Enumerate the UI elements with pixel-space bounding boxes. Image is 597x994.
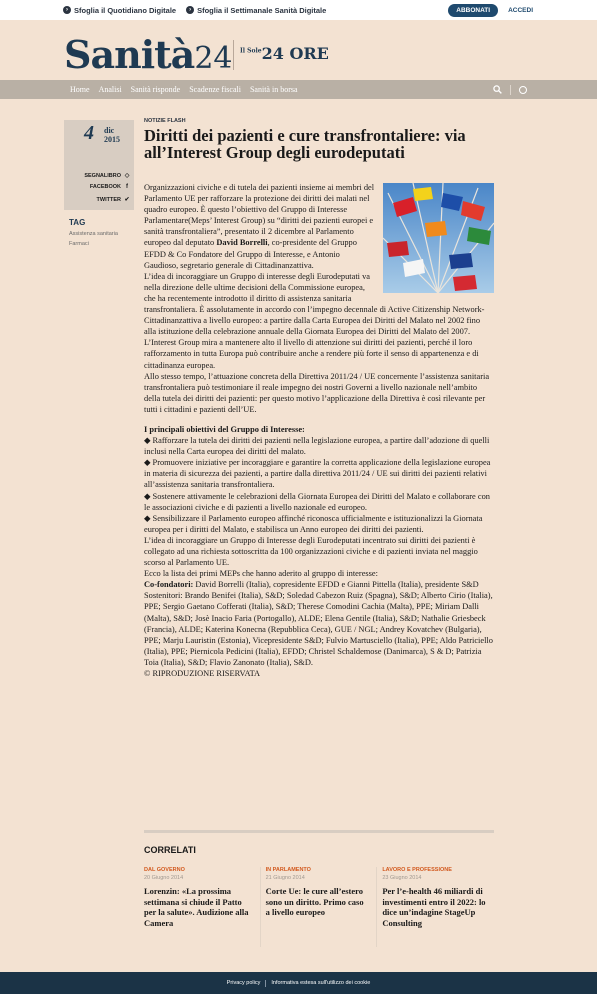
quotidiano-label: Sfoglia il Quotidiano Digitale bbox=[74, 5, 177, 15]
nav-item-scadenze-fiscali[interactable]: Scadenze fiscali bbox=[189, 85, 241, 94]
date-day: 4 bbox=[84, 122, 94, 144]
related-article[interactable] bbox=[144, 867, 261, 947]
copyright-notice: © RIPRODUZIONE RISERVATA bbox=[144, 669, 261, 679]
objectives-heading: I principali obiettivi del Gruppo di Interesse: bbox=[144, 424, 305, 434]
cookie-link[interactable]: Informativa estesa sull'utilizzo dei cookie bbox=[271, 980, 371, 986]
related-article[interactable] bbox=[377, 867, 494, 947]
site-logo[interactable]: Sanità24 bbox=[64, 32, 233, 77]
paragraph-4: Allo stesso tempo, l’attuazione concreta della Direttiva 2011/24 / UE concernente l’assistenza sanitaria transfrontaliera può testimoniare il reale impegno dei nostri Governi a livello nazionale nell’ambito della tutela dei diritti dei pazienti: per questo motivo l’applicazione della Direttiva è così rilevante per tutti i cittadini e pazienti dell’UE. bbox=[144, 371, 490, 414]
main-nav bbox=[0, 80, 597, 99]
bookmark-icon: ◇ bbox=[124, 173, 130, 179]
paragraph-6: Ecco la lista dei primi MEPs che hanno aderito al gruppo di interesse: bbox=[144, 569, 378, 579]
objective-item: ◆ Rafforzare la tutela dei diritti dei pazienti nella legislazione europea, a partire dall’adozione di quelli inclusi nella Carta europea dei diritti del malato. bbox=[144, 436, 490, 457]
arrow-right-icon: › bbox=[63, 6, 71, 14]
nav-divider bbox=[510, 85, 511, 95]
article-title: Diritti dei pazienti e cure transfrontaliere: via all’Interest Group degli eurodeputati bbox=[144, 126, 466, 162]
article-header bbox=[144, 118, 494, 161]
arrow-right-icon: › bbox=[186, 6, 194, 14]
settings-icon[interactable] bbox=[519, 86, 527, 94]
abbonati-button[interactable]: ABBONATI bbox=[448, 4, 498, 17]
date-month-year: dic 2015 bbox=[104, 126, 120, 144]
article-sidebar bbox=[64, 120, 134, 247]
related-date: 20 Giugno 2014 bbox=[144, 875, 184, 881]
twitter-icon: ✔ bbox=[124, 197, 130, 203]
nav-item-sanita-in-borsa[interactable]: Sanità in borsa bbox=[249, 85, 298, 94]
related-divider bbox=[144, 830, 494, 833]
related-headline[interactable]: Corte Ue: le cure all’estero sono un diritto. Primo caso a livello europeo bbox=[265, 886, 364, 917]
objective-item: ◆ Sensibilizzare il Parlamento europeo affinché riconosca ufficialmente e istituzionalizzi la Giornata europea per i diritti del Malato, e stabilisca un Anno europeo dei diritti dei pazienti. bbox=[144, 513, 483, 534]
quotidiano-link[interactable] bbox=[63, 6, 176, 15]
related-category[interactable]: LAVORO E PROFESSIONE bbox=[382, 867, 452, 873]
settimanale-label: Sfoglia il Settimanale Sanità Digitale bbox=[197, 5, 327, 15]
objective-item: ◆ Sostenere attivamente le celebrazioni della Giornata Europea dei Diritti del Malato e collaborare con le associazioni civiche e di pazienti a livello nazionale ed europeo. bbox=[144, 491, 490, 512]
facebook-share-button[interactable]: FACEBOOK f bbox=[89, 184, 128, 190]
logo-divider bbox=[233, 40, 234, 70]
cofounders: Co-fondatori: David Borrelli (Italia), copresidente EFDD e Gianni Pittella (Italia), presidente S&D bbox=[144, 580, 479, 590]
masthead bbox=[0, 20, 597, 80]
article-kicker[interactable]: NOTIZIE FLASH bbox=[144, 118, 186, 124]
paragraph-3: L’Interest Group mira a mantenere alto il livello di attenzione sui diritti dei pazienti, perché il loro rafforzamento in tutta Europa può contribuire anche a rendere più forte il senso di appartenenza e di cittadinanza europea. bbox=[144, 338, 479, 370]
paragraph-intro: Organizzazioni civiche e di tutela dei pazienti insieme ai membri del Parlamento UE per rafforzare la protezione dei diritti dei malati nel quadro europeo. È questo l’obiettivo del Gruppo di Interesse Parlamentare(Meps’ Interest Group) su “diritti dei pazienti europei e sanità transfrontaliera”, presentato il 2 dicembre al Parlamento europeo dal deputato David Borrelli, co-presidente del Gruppo EFDD & Co Fondatore del Gruppo di Interesse, e Antonio Gaudioso, segretario generale di Cittadinanzattiva. bbox=[144, 183, 375, 270]
related-category[interactable]: DAL GOVERNO bbox=[144, 867, 185, 873]
related-date: 23 Giugno 2014 bbox=[382, 875, 422, 881]
related-heading: CORRELATI bbox=[144, 845, 196, 855]
related-category[interactable]: IN PARLAMENTO bbox=[265, 867, 311, 873]
article-body bbox=[144, 182, 494, 679]
related-section bbox=[144, 830, 494, 947]
top-bar bbox=[0, 0, 597, 20]
footer bbox=[0, 972, 597, 994]
tag-heading: TAG bbox=[69, 218, 86, 227]
related-headline[interactable]: Per l’e-health 46 miliardi di investimenti entro il 2022: lo dice un’indagine StageUp Consulting bbox=[382, 886, 486, 928]
eu-flags-photo bbox=[383, 183, 494, 293]
supporters: Sostenitori: Brando Benifei (Italia), S&D; Soledad Cabezon Ruiz (Spagna), S&D; Alberto Cirio (Italia), PPE; Sergio Gaetano Cofferati (Italia), S&D; Therese Comodini Cachia (Malta), PPE; Miriam Dalli (Malta), S&D; Josè Inacio Faria (Portogallo), ALDE; Elena Gentile (Italia), S&D; Nathalie Griesbeck (Francia), ALDE; Katerina Konecna (Repubblica Ceca), GUE / NGL; Andrey Kovatchev (Bulgaria), PPE; Marju Lauristin (Estonia), Vicepresidente S&D; Fulvio Martusciello (Italia), PPE; Aldo Patriciello (Italia), PPE; Piernicola Pedicini (Italia), EFDD; Christel Schaldemose (Danimarca), S & D; Patrizia Toia (Italia), S&D; Flavio Zanonato (Italia), S&D. bbox=[144, 591, 493, 667]
footer-divider bbox=[265, 980, 266, 987]
related-article[interactable] bbox=[261, 867, 378, 947]
paragraph-5: L’idea di incoraggiare un Gruppo di Interesse degli Eurodeputati incentrato sui diritti dei pazienti è collegato ad una richiesta sottoscritta da 100 organizzazioni civiche e di pazienti inviata nel maggio scorso al Parlamento UE. bbox=[144, 535, 478, 568]
tag-link-assistenza[interactable]: Assistenza sanitaria bbox=[69, 231, 118, 237]
date-box bbox=[64, 120, 134, 210]
sole24ore-logo[interactable]: $^{Il Sole}$24 ORE bbox=[240, 44, 329, 63]
objective-item: ◆ Promuovere iniziative per incoraggiare e garantire la corretta applicazione della legislazione europea in materia di sicurezza dei pazienti, a partire dalla direttiva 2011/24 / UE sui diritti dei pazienti relativi all’assistenza sanitaria transfrontaliera. bbox=[144, 458, 491, 490]
bookmark-button[interactable]: SEGNALIBRO ◇ bbox=[84, 172, 130, 179]
privacy-link[interactable]: Privacy policy bbox=[226, 980, 261, 986]
related-headline[interactable]: Lorenzin: «La prossima settimana si chiude il Patto per la salute». Audizione alla Camera bbox=[144, 886, 249, 928]
nav-item-home[interactable]: Home bbox=[70, 85, 90, 94]
accedi-link[interactable]: ACCEDI bbox=[508, 6, 533, 14]
nav-item-sanita-risponde[interactable]: Sanità risponde bbox=[130, 85, 181, 94]
nav-item-analisi[interactable]: Analisi bbox=[98, 85, 122, 94]
related-date: 21 Giugno 2014 bbox=[265, 875, 305, 881]
facebook-icon: f bbox=[126, 184, 128, 190]
twitter-share-button[interactable]: TWITTER ✔ bbox=[96, 196, 130, 203]
tag-link-farmaci[interactable]: Farmaci bbox=[69, 241, 89, 247]
search-icon[interactable] bbox=[493, 85, 502, 94]
settimanale-link[interactable] bbox=[186, 6, 326, 15]
paragraph-2: L’idea di incoraggiare un Gruppo di interesse degli Eurodeputati va nella direzione delle ultime decisioni della Commissione europea, che ha recentemente introdotto il diritto di assistenza sanitaria transfrontaliera. È assolutamente in accordo con l’impegno decennale di Active Citizenship Network-Cittadinanzattiva a livello europeo: a partire dalla Carta Europea dei Diritti del Malato nel 2002 fino alla istituzione della celebrazione annuale della Giornata Europea dei Diritti del Malato del 2007. bbox=[144, 271, 485, 337]
